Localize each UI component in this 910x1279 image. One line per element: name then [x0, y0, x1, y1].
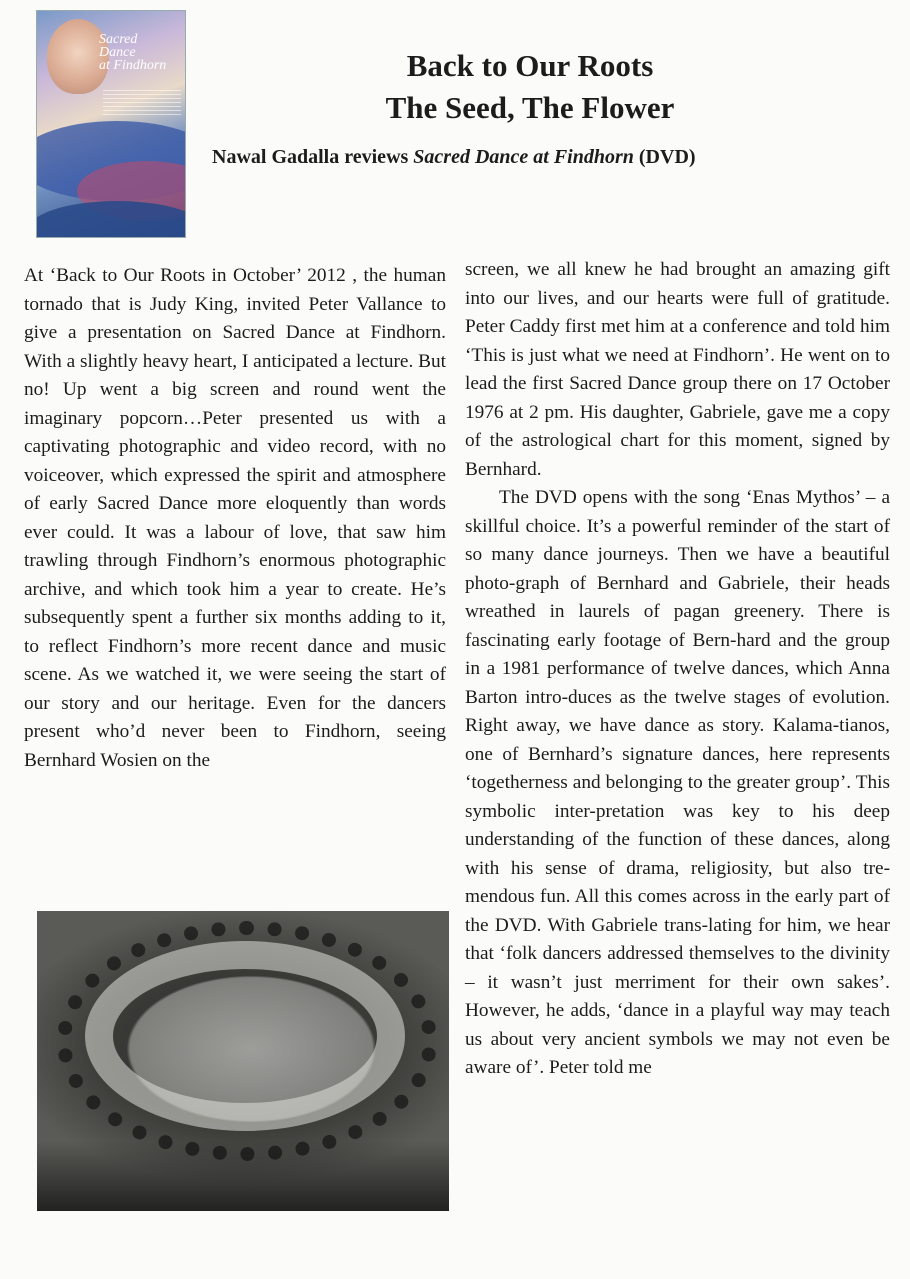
dvd-cover-image: [36, 10, 186, 238]
article-column-right: [465, 256, 890, 1083]
cover-fine-print: [103, 89, 181, 115]
cover-title-line: at Findhorn: [99, 58, 167, 73]
article-title-line-2: The Seed, The Flower: [385, 90, 675, 125]
article-title-line-1: Back to Our Roots: [406, 48, 654, 83]
byline-prefix: Nawal Gadalla reviews: [212, 146, 414, 168]
article-paragraph: screen, we all knew he had brought an amazing gift into our lives, and our hearts were full of gratitude. Peter Caddy first met him at a conference and told him ‘This is just what we need at Findhorn’. He went on to lead the first Sacred Dance group there on 17 October 1976 at 2 pm. His daughter, Gabriele, gave me a copy of the astrological chart for this moment, signed by Bernhard.: [465, 259, 890, 480]
cover-title-line: Dance: [99, 45, 136, 60]
cover-title: [99, 33, 185, 72]
cover-swirl: [36, 201, 186, 238]
dance-circle-photo: [37, 911, 449, 1211]
cover-title-line: Sacred: [99, 32, 138, 47]
byline-suffix: (DVD): [633, 146, 696, 168]
article-byline: [212, 146, 862, 169]
photo-foreground-shadow: [37, 1141, 449, 1211]
article-column-left: [24, 262, 446, 775]
byline-work-title: Sacred Dance at Findhorn: [413, 146, 634, 168]
article-paragraph: At ‘Back to Our Roots in October’ 2012 , the human tornado that is Judy King, invited Peter Vallance to give a presentation on Sacred Dance at Findhorn. With a slightly heavy heart, I anticipated a lecture. But no! Up went a big screen and round went the imaginary popcorn…Peter presented us with a captivating photographic and video record, with no voiceover, which expressed the spirit and atmosphere of early Sacred Dance more eloquently than words ever could. It was a labour of love, that saw him trawling through Findhorn’s enormous photographic archive, and which took him a year to create. He’s subsequently spent a further six months adding to it, to reflect Findhorn’s more recent dance and music scene. As we watched it, we were seeing the start of our story and our heritage. Even for the dancers present who’d never been to Findhorn, seeing Bernhard Wosien on the: [24, 265, 446, 771]
photo-inner-dancers: [85, 941, 405, 1131]
article-paragraph: The DVD opens with the song ‘Enas Mythos’ – a skillful choice. It’s a powerful reminder of the start of so many dance journeys. Then we have a beautiful photo-graph of Bernhard and Gabriele, their heads wreathed in laurels of pagan greenery. There is fascinating early footage of Bern-hard and the group in a 1981 performance of twelve dances, which Anna Barton intro-duces as the twelve stages of evolution. Right away, we have dance as story. Kalama-tianos, one of Bernhard’s signature dances, here represents ‘togetherness and belonging to the greater group’. This symbolic inter-pretation was key to his deep understanding of the function of these dances, along with his sense of drama, religiosity, but also tre-mendous fun. All this comes across in the early part of the DVD. With Gabriele trans-lating for him, we hear that ‘folk dancers addressed themselves to the divinity – it wasn’t just merriment for their own sakes’. However, he adds, ‘dance in a playful way may teach us about very ancient symbols we may not even be aware of’. Peter told me: [465, 487, 890, 1078]
